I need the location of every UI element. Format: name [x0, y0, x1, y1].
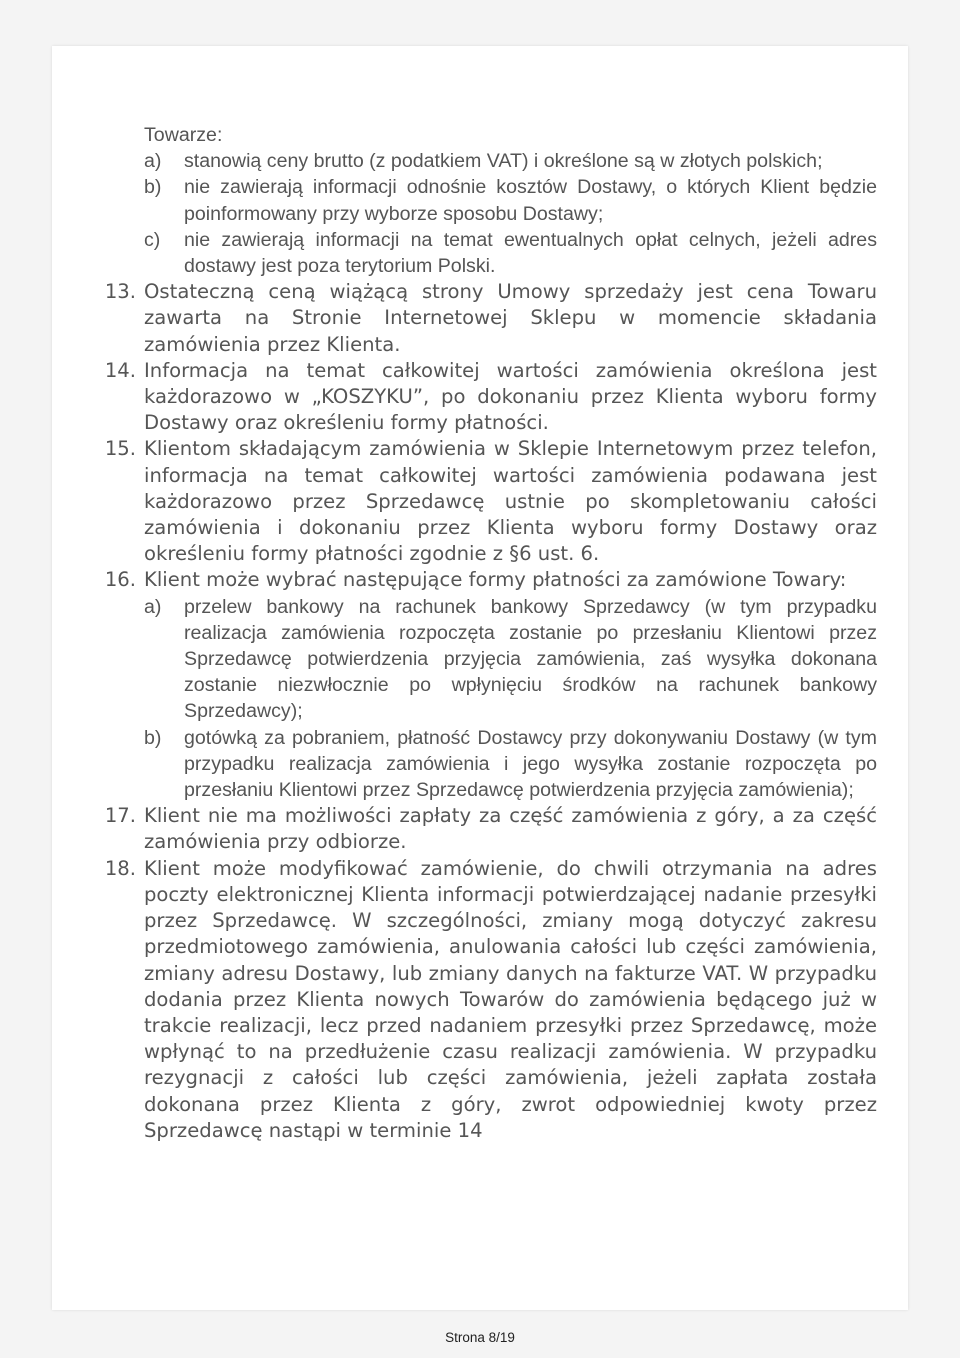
item-18 — [104, 856, 877, 1144]
item-17 — [104, 803, 877, 855]
item-number: 18. — [104, 856, 136, 880]
item-text: Informacja na temat całkowitej wartości zamówienia określona jest każdorazowo w „KOSZYKU”, po dokonaniu przez Klienta wyboru formy Dostawy oraz określeniu formy płatności. — [144, 358, 877, 435]
list-text: przelew bankowy na rachunek bankowy Sprzedawcy (w tym przypadku realizacja zamówienia rozpoczęta zostanie po przesłaniu Klientowi przez Sprzedawcę potwierdzenia przyjęcia zamówienia, zaś wysyłka dokonana zostanie niezwłocznie po wpłynięciu środków na rachunek bankowy Sprzedawcy); — [184, 595, 877, 723]
list-text: gotówką za pobraniem, płatność Dostawcy przy dokonywaniu Dostawy (w tym przypadku realizacja zamówienia i jego wysyłka zostanie rozpoczęta po przesłaniu Klientowi przez Sprzedawcę potwierdzenia przyjęcia zamówienia); — [184, 726, 877, 802]
list-label: b) — [144, 726, 162, 749]
item-text: Klient nie ma możliwości zapłaty za część zamówienia z góry, a za część zamówienia przy odbiorze. — [144, 804, 877, 854]
intro-list-item-a — [144, 148, 877, 174]
document-body — [104, 122, 877, 1144]
list-label: a) — [144, 595, 162, 618]
list-label: c) — [144, 228, 161, 251]
list-label: a) — [144, 150, 162, 173]
item-15 — [104, 436, 877, 567]
item-text: Klient może modyfikować zamówienie, do chwili otrzymania na adres poczty elektronicznej Klienta informacji potwierdzającej nadanie przesyłki przez Sprzedawcę. W szczególności, zmiany mogą dotyczyć zakresu przedmiotowego zamówienia, anulowania całości lub części zamówienia, zmiany adresu Dostawy, lub zmiany danych na fakturze VAT. W przypadku dodania przez Klienta nowych Towarów do zamówienia będącego już w trakcie realizacji, lecz przed nadaniem przesyłki przez Sprzedawcę, może wpłynąć to na przedłużenie czasu realizacji zamówienia. W przypadku rezygnacji z całości lub części zamówienia, jeżeli zapłata została dokonana przez Klienta z góry, zwrot odpowiedniej kwoty przez Sprzedawcę nastąpi w terminie 14 — [144, 856, 877, 1142]
item-number: 16. — [104, 568, 136, 592]
item-text: Klientom składającym zamówienia w Sklepie Internetowym przez telefon, informacja na temat całkowitej wartości zamówienia podawana jest każdorazowo przez Sprzedawcę ustnie po skompletowaniu całości zamówienia i dokonaniu przez Klienta wyboru formy Dostawy oraz określeniu formy płatności zgodnie z §6 ust. 6. — [144, 437, 877, 566]
item-number: 17. — [104, 804, 136, 828]
item-number: 13. — [104, 280, 136, 304]
item-16 — [104, 567, 877, 593]
item-number: 14. — [104, 358, 136, 382]
payment-option-b — [144, 725, 877, 804]
payment-option-a — [144, 594, 877, 725]
list-label: b) — [144, 176, 162, 199]
list-text: stanowią ceny brutto (z podatkiem VAT) i określone są w złotych polskich; — [184, 150, 823, 173]
item-13 — [104, 279, 877, 358]
document-page — [52, 46, 908, 1310]
page-number: Strona 8/19 — [445, 1330, 515, 1345]
intro-list-item-b — [144, 174, 877, 226]
intro-list-item-c — [144, 227, 877, 279]
item-text: Klient może wybrać następujące formy płatności za zamówione Towary: — [144, 568, 847, 592]
list-text: nie zawierają informacji odnośnie kosztów Dostawy, o których Klient będzie poinformowany przy wyborze sposobu Dostawy; — [184, 176, 877, 225]
item-14 — [104, 358, 877, 437]
item-text: Ostateczną ceną wiążącą strony Umowy sprzedaży jest cena Towaru zawarta na Stronie Internetowej Sklepu w momencie składania zamówienia przez Klienta. — [144, 280, 877, 356]
prices-intro: Towarze: — [144, 124, 223, 146]
item-number: 15. — [104, 437, 136, 461]
list-text: nie zawierają informacji na temat ewentualnych opłat celnych, jeżeli adres dostawy jest poza terytorium Polski. — [184, 228, 877, 278]
